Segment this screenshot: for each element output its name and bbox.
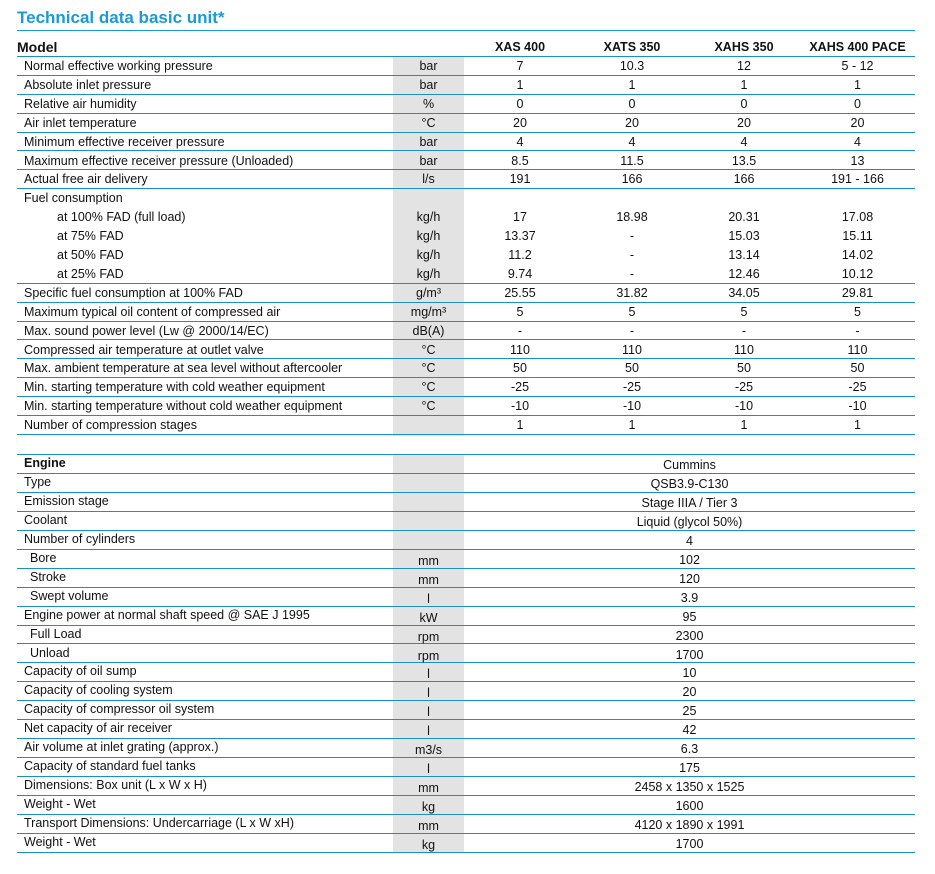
row-label: Compressed air temperature at outlet valve [24, 342, 264, 357]
row-unit: mm [418, 553, 439, 568]
table-row [17, 550, 915, 569]
row-unit: °C [421, 399, 436, 414]
row-label: Coolant [24, 512, 68, 527]
row-value: 31.82 [616, 285, 648, 300]
row-value: 11.5 [620, 153, 644, 168]
row-label: Max. ambient temperature at sea level without aftercooler [24, 361, 343, 376]
row-value: - [629, 248, 635, 262]
table-row [17, 739, 915, 758]
table-row [17, 474, 915, 493]
row-unit: % [422, 96, 435, 111]
table-row [17, 834, 915, 853]
row-unit: kg [421, 800, 436, 815]
table-row [17, 133, 915, 152]
row-label: Minimum effective receiver pressure [24, 134, 225, 149]
row-label: Capacity of standard fuel tanks [24, 759, 196, 774]
row-value: -25 [510, 380, 530, 395]
table-row [17, 455, 915, 474]
row-value: Stage IIIA / Tier 3 [641, 495, 738, 510]
row-value: 29.81 [841, 285, 874, 300]
table-row [17, 359, 915, 378]
table-row [17, 796, 915, 815]
table-row [17, 189, 915, 207]
row-value: Liquid (glycol 50%) [636, 514, 743, 529]
row-unit: mm [418, 781, 439, 796]
row-value: 5 [854, 304, 861, 319]
row-unit: l [427, 724, 430, 739]
row-label: Swept volume [30, 588, 109, 603]
row-value: 17.08 [841, 210, 874, 225]
row-value: 42 [682, 723, 697, 738]
row-value: 50 [513, 361, 527, 376]
row-value: - [517, 323, 523, 338]
table-row [17, 531, 915, 550]
table-row [17, 645, 915, 664]
row-value: 5 [628, 304, 636, 319]
row-value: 1 [516, 418, 524, 433]
row-unit: °C [421, 361, 436, 376]
row-value: 1700 [675, 647, 704, 662]
row-value: 1 [628, 77, 636, 92]
table-row [17, 114, 915, 133]
row-label: Min. starting temperature without cold weather equipment [24, 399, 343, 414]
row-value: 120 [679, 571, 700, 586]
row-value: 0 [740, 96, 748, 111]
row-value: 1 [740, 418, 748, 433]
row-label: Actual free air delivery [24, 172, 148, 187]
row-value: 95 [682, 609, 697, 624]
table-row [17, 284, 915, 303]
row-value: 20.31 [728, 210, 760, 225]
row-value: 6.3 [680, 742, 699, 757]
row-value: 25 [682, 704, 697, 719]
row-unit: kg/h [416, 266, 441, 281]
row-value: 12 [737, 59, 751, 73]
row-value: 7 [516, 59, 524, 73]
table-row [17, 341, 915, 360]
title-divider [17, 30, 915, 31]
row-value: 110 [510, 342, 530, 357]
row-value: - [741, 323, 747, 338]
row-value: 110 [847, 342, 868, 357]
row-label: Emission stage [24, 493, 109, 508]
table-row [17, 152, 915, 171]
row-unit: mm [418, 572, 439, 587]
row-value: 2458 x 1350 x 1525 [634, 780, 745, 795]
row-value: -10 [734, 399, 754, 414]
row-value: 8.5 [511, 153, 529, 168]
row-value: - [629, 266, 635, 281]
row-value: 191 - 166 [831, 172, 884, 187]
table-row [17, 682, 915, 701]
row-label: Air inlet temperature [24, 115, 137, 130]
row-label: Capacity of cooling system [24, 683, 173, 698]
row-value: 5 [516, 304, 524, 319]
table-row [17, 397, 915, 416]
row-label: Maximum typical oil content of compressed air [24, 304, 281, 319]
row-value: - [629, 323, 635, 338]
row-value: 12.46 [728, 266, 760, 281]
row-unit: kg/h [416, 229, 441, 244]
row-value: 0 [516, 96, 524, 111]
row-label: at 100% FAD (full load) [57, 210, 186, 225]
row-label: Capacity of oil sump [24, 664, 137, 679]
row-unit: l [427, 762, 430, 777]
row-value: 11.2 [508, 248, 532, 262]
row-value: 17 [513, 210, 527, 225]
row-value: 4 [854, 134, 861, 149]
table-row [17, 663, 915, 682]
row-label: Bore [30, 550, 57, 565]
row-value: -10 [510, 399, 530, 414]
row-value: 50 [625, 361, 639, 376]
model-header-row [17, 39, 915, 57]
row-value: 1 [628, 418, 636, 433]
row-label: Specific fuel consumption at 100% FAD [24, 285, 243, 300]
table-row [17, 607, 915, 626]
row-unit: kW [419, 610, 438, 625]
row-label: Fuel consumption [24, 191, 123, 206]
row-value: 175 [679, 761, 700, 776]
row-value: 34.05 [728, 285, 760, 300]
row-unit: l/s [422, 172, 435, 187]
row-label: Engine power at normal shaft speed @ SAE J 1995 [24, 607, 310, 622]
table-row [17, 720, 915, 739]
table-row [17, 378, 915, 397]
row-label: Stroke [30, 569, 67, 584]
table-row [17, 512, 915, 531]
row-label: Normal effective working pressure [24, 59, 213, 73]
row-unit: kg/h [416, 210, 441, 225]
table-row [17, 777, 915, 796]
row-value: 4 [740, 134, 748, 149]
row-value: Cummins [663, 458, 716, 472]
row-value: 4 [686, 533, 693, 548]
table-row [17, 588, 915, 607]
row-value: 4 [516, 134, 524, 149]
table-row [17, 208, 915, 226]
row-unit: l [427, 705, 430, 720]
row-label: Unload [30, 645, 70, 660]
row-unit: kg [421, 838, 436, 852]
table-row [17, 416, 915, 435]
row-value: 10.3 [619, 59, 645, 73]
row-unit: bar [419, 134, 438, 149]
row-value: 1 [516, 77, 524, 92]
row-value: 5 [740, 304, 748, 319]
row-value: 50 [850, 361, 865, 376]
row-value: - [629, 229, 635, 244]
row-label: Max. sound power level (Lw @ 2000/14/EC) [24, 323, 269, 338]
table-row [17, 246, 915, 264]
row-unit: mg/m³ [410, 304, 447, 319]
row-label: at 50% FAD [57, 248, 124, 262]
row-value: - [855, 323, 860, 338]
row-unit: bar [419, 59, 438, 73]
row-unit: mm [418, 819, 439, 834]
row-label: Absolute inlet pressure [24, 77, 152, 92]
row-unit: rpm [417, 629, 440, 644]
row-value: -10 [622, 399, 642, 414]
table-row [17, 95, 915, 114]
row-value: 9.74 [507, 266, 533, 281]
row-label: Transport Dimensions: Undercarriage (L x W xH) [24, 816, 294, 831]
row-unit: l [427, 591, 430, 606]
row-label: Capacity of compressor oil system [24, 702, 215, 717]
row-unit: bar [419, 77, 438, 92]
row-value: 13.14 [728, 248, 760, 262]
row-label: Number of cylinders [24, 531, 136, 546]
row-value: 50 [737, 361, 751, 376]
table-row [17, 170, 915, 189]
row-label: Maximum effective receiver pressure (Unloaded) [24, 153, 294, 168]
row-value: 13 [850, 153, 865, 168]
row-value: -25 [622, 380, 642, 395]
row-value: 166 [733, 172, 755, 187]
row-value: 1 [740, 77, 748, 92]
row-label: Weight - Wet [24, 797, 96, 812]
table-row [17, 227, 915, 245]
row-value: 166 [621, 172, 643, 187]
row-value: 13.5 [731, 153, 757, 168]
row-value: 14.02 [841, 248, 874, 262]
row-label: Type [24, 474, 52, 489]
row-value: 15.03 [728, 229, 760, 244]
model-column-header: XAHS 350 [714, 40, 774, 54]
row-value: 18.98 [616, 210, 648, 225]
row-label: Weight - Wet [24, 835, 96, 849]
row-unit: l [427, 667, 430, 682]
row-label: Number of compression stages [24, 418, 197, 433]
page-title: Technical data basic unit* [17, 8, 225, 27]
row-unit: m3/s [414, 743, 443, 758]
row-unit: kg/h [416, 248, 441, 262]
table-row [17, 493, 915, 512]
row-value: 10 [682, 666, 697, 681]
row-value: -25 [734, 380, 754, 395]
row-value: 20 [625, 115, 639, 130]
row-value: -25 [848, 380, 867, 395]
section-spacer [17, 436, 915, 455]
row-value: -10 [848, 399, 867, 414]
row-value: 0 [854, 96, 861, 111]
row-unit: °C [421, 115, 436, 130]
row-unit: rpm [417, 648, 440, 663]
row-label: at 75% FAD [57, 229, 124, 244]
row-label: Min. starting temperature with cold weather equipment [24, 380, 325, 395]
row-value: 110 [734, 342, 754, 357]
row-unit: °C [421, 342, 436, 357]
table-row [17, 701, 915, 720]
row-value: 20 [737, 115, 751, 130]
row-unit: dB(A) [412, 323, 445, 338]
row-value: QSB3.9-C130 [650, 476, 729, 491]
row-value: 13.37 [504, 229, 536, 244]
row-value: 110 [622, 342, 642, 357]
row-value: 5 - 12 [841, 59, 874, 73]
table-row [17, 57, 915, 76]
table-row [17, 815, 915, 834]
model-column-header: XAHS 400 PACE [809, 40, 906, 54]
row-value: 2300 [675, 628, 704, 643]
row-value: 102 [679, 552, 700, 567]
row-unit: °C [421, 380, 436, 395]
row-unit: l [427, 686, 430, 701]
table-row [17, 758, 915, 777]
model-label: Model [17, 39, 58, 55]
row-label: Air volume at inlet grating (approx.) [24, 740, 219, 755]
row-value: 1 [854, 418, 861, 433]
table-row [17, 303, 915, 322]
row-value: 0 [628, 96, 636, 111]
model-column-header: XAS 400 [494, 40, 546, 54]
row-value: 1 [854, 77, 861, 92]
row-value: 20 [682, 685, 697, 700]
row-value: 1600 [675, 799, 704, 814]
row-label: Dimensions: Box unit (L x W x H) [24, 778, 207, 793]
table-row [17, 265, 915, 284]
table-row [17, 626, 915, 645]
row-value: 20 [850, 115, 865, 130]
row-value: 4 [628, 134, 636, 149]
model-column-header: XATS 350 [603, 40, 661, 54]
row-value: 191 [509, 172, 531, 187]
row-unit: g/m³ [416, 285, 441, 300]
row-value: 25.55 [504, 285, 536, 300]
row-label: Relative air humidity [24, 96, 137, 111]
row-label: Net capacity of air receiver [24, 721, 172, 736]
table-row [17, 569, 915, 588]
row-value: 15.11 [842, 229, 873, 244]
row-value: 10.12 [841, 266, 874, 281]
row-value: 1700 [675, 837, 704, 851]
table-row [17, 76, 915, 95]
row-value: 4120 x 1890 x 1991 [634, 818, 745, 833]
row-label: Engine [24, 456, 66, 470]
table-row [17, 322, 915, 341]
row-label: at 25% FAD [57, 266, 124, 281]
row-label: Full Load [30, 626, 82, 641]
row-unit: bar [419, 153, 438, 168]
row-value: 3.9 [680, 590, 699, 605]
row-value: 20 [513, 115, 527, 130]
